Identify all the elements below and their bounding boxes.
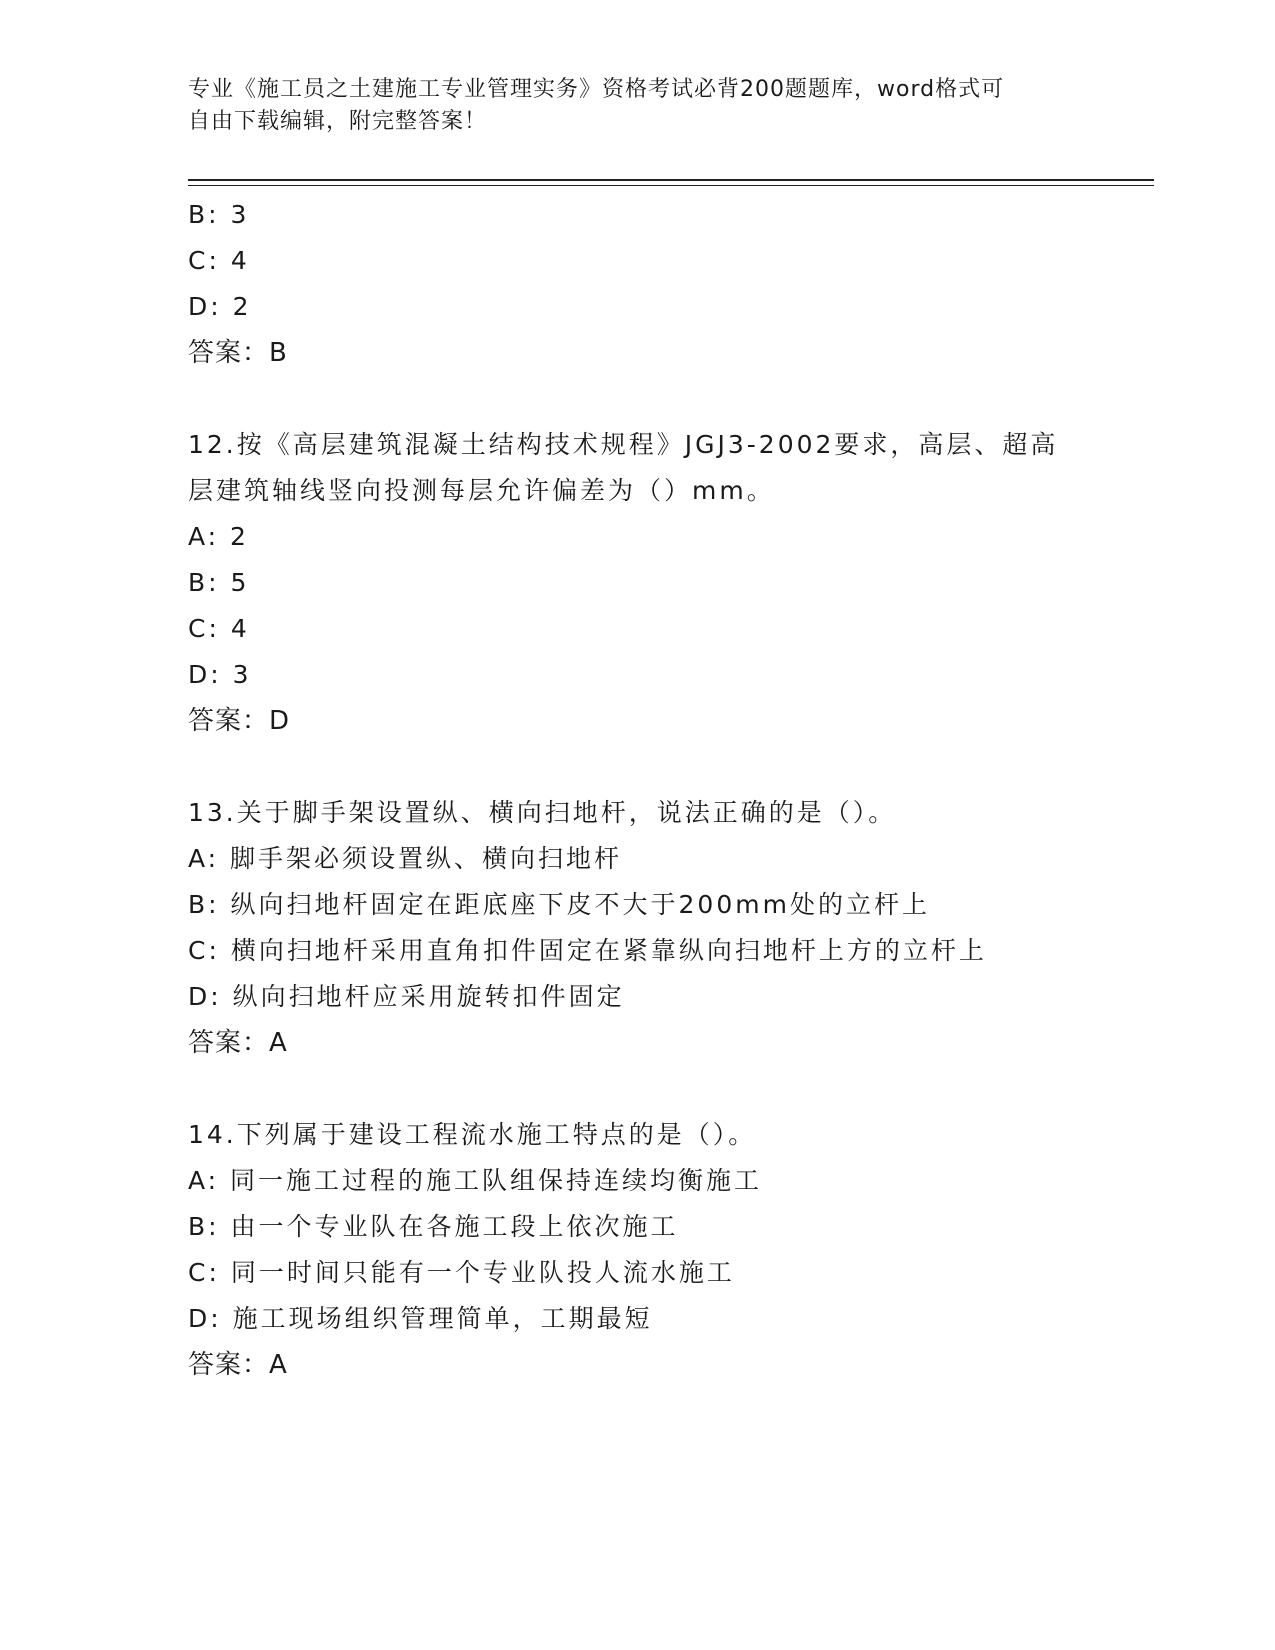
option-c: C: 横向扫地杆采用直角扣件固定在紧靠纵向扫地杆上方的立杆上 xyxy=(188,936,987,965)
option-b: B: 5 xyxy=(188,568,250,597)
question-stem-line-1: 12.按《高层建筑混凝土结构技术规程》JGJ3-2002要求，高层、超高 xyxy=(188,430,1059,459)
option-d: D: 2 xyxy=(188,292,252,321)
option-c: C: 同一时间只能有一个专业队投人流水施工 xyxy=(188,1258,735,1287)
header-line-1: 专业《施工员之土建施工专业管理实务》资格考试必背200题题库，word格式可 xyxy=(188,77,1005,102)
option-a: A: 2 xyxy=(188,522,249,551)
option-b: B: 纵向扫地杆固定在距底座下皮不大于200mm处的立杆上 xyxy=(188,890,930,919)
option-c: C: 4 xyxy=(188,614,250,643)
option-a: A: 脚手架必须设置纵、横向扫地杆 xyxy=(188,844,623,873)
option-d: D: 3 xyxy=(188,660,252,689)
option-d: D: 纵向扫地杆应采用旋转扣件固定 xyxy=(188,982,625,1011)
option-c: C: 4 xyxy=(188,246,250,275)
question-block-13 xyxy=(188,790,1088,1066)
question-stem-line-2: 层建筑轴线竖向投测每层允许偏差为（）mm。 xyxy=(188,476,775,505)
option-b: B: 3 xyxy=(188,200,250,229)
spacer xyxy=(188,744,1088,790)
answer-line: 答案：D xyxy=(188,706,291,736)
document-header xyxy=(188,74,1068,138)
answer-line: 答案：A xyxy=(188,1350,288,1380)
option-d: D: 施工现场组织管理简单，工期最短 xyxy=(188,1304,653,1333)
question-list xyxy=(188,192,1088,1388)
header-line-2: 自由下载编辑，附完整答案！ xyxy=(188,109,488,134)
spacer xyxy=(188,1066,1088,1112)
question-stem-line-1: 14.下列属于建设工程流水施工特点的是（）。 xyxy=(188,1120,757,1149)
option-a: A: 同一施工过程的施工队组保持连续均衡施工 xyxy=(188,1166,763,1195)
answer-line: 答案：B xyxy=(188,338,288,368)
question-block-prev xyxy=(188,192,1088,376)
answer-line: 答案：A xyxy=(188,1028,288,1058)
header-divider-thin xyxy=(188,185,1154,186)
question-block-12 xyxy=(188,422,1088,744)
question-block-14 xyxy=(188,1112,1088,1388)
question-stem-line-1: 13.关于脚手架设置纵、横向扫地杆，说法正确的是（）。 xyxy=(188,798,897,827)
header-divider-thick xyxy=(188,179,1154,181)
spacer xyxy=(188,376,1088,422)
option-b: B: 由一个专业队在各施工段上依次施工 xyxy=(188,1212,679,1241)
